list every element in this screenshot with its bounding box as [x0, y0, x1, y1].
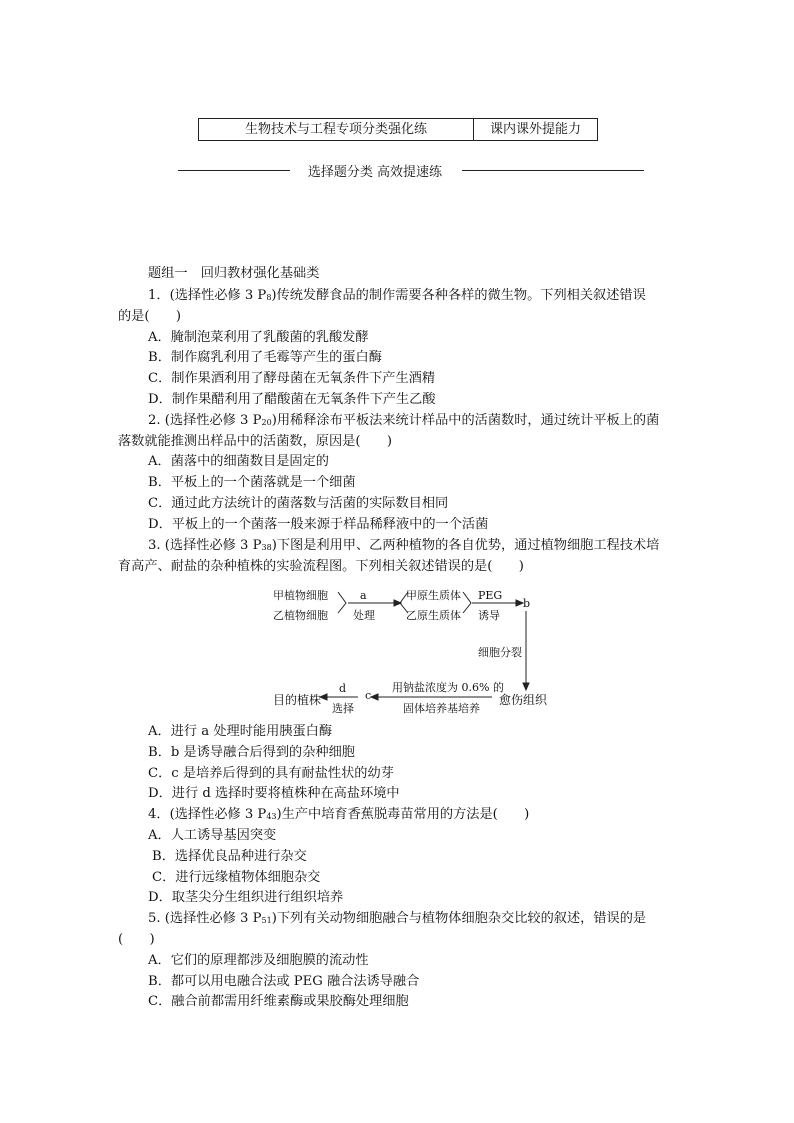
q4-option-c: C．进行远缘植物体细胞杂交	[152, 870, 321, 885]
diagram-cell-division: 细胞分裂	[478, 646, 522, 659]
question-3: 3. (选择性必修 3 $P_{38}$)下图是利用甲、乙两种植物的各自优势，通过植物细胞工程技术培	[148, 538, 660, 553]
q3-option-c: C．c 是培养后得到的具有耐盐性状的幼芽	[148, 766, 394, 781]
question-5-cont: ( )	[118, 932, 155, 947]
q1-option-b: B．制作腐乳利用了毛霉等产生的蛋白酶	[148, 350, 382, 365]
diagram-protoplast-a: 甲原生质体	[406, 589, 461, 602]
diagram-callus: 愈伤组织	[499, 693, 548, 707]
diagram-treat: 处理	[353, 609, 375, 622]
q5-option-b: B．都可以用电融合法或 PEG 融合法诱导融合	[148, 974, 420, 989]
q2-option-c: C．通过此方法统计的菌落数与活菌的实际数目相同	[148, 496, 449, 511]
diagram-target-plant: 目的植株	[273, 693, 322, 707]
diagram-protoplast-b: 乙原生质体	[406, 609, 461, 622]
question-5: 5. (选择性必修 3 $P_{51}$)下列有关动物细胞融合与植物体细胞杂交比较的叙述，错误的是	[148, 911, 647, 926]
question-2: 2. (选择性必修 3 $P_{20}$)用稀释涂布平板法来统计样品中的活菌数时，通过统计平板上的菌	[148, 413, 660, 428]
diagram-label-a: a	[360, 589, 367, 602]
section-title: 选择题分类 高效提速练	[307, 165, 443, 180]
question-3-cont: 育高产、耐盐的杂种植株的实验流程图。下列相关叙述错误的是( )	[118, 559, 524, 574]
q2-option-b: B．平板上的一个菌落就是一个细菌	[148, 475, 356, 490]
header-box	[198, 118, 598, 141]
diagram-induce: 诱导	[478, 609, 500, 622]
q3-option-b: B．b 是诱导融合后得到的杂种细胞	[148, 745, 355, 760]
question-1: 1．(选择性必修 3 $P_8$)传统发酵食品的制作需要各种各样的微生物。下列相关叙述错误	[148, 288, 646, 303]
q4-option-a: A．人工诱导基因突变	[148, 828, 277, 843]
q1-option-c: C．制作果酒利用了酵母菌在无氧条件下产生酒精	[148, 371, 436, 386]
q1-option-a: A．腌制泡菜利用了乳酸菌的乳酸发酵	[148, 330, 369, 345]
diagram-plant-b: 乙植物细胞	[273, 609, 328, 622]
question-4: 4．(选择性必修 3 $P_{43}$)生产中培育香蕉脱毒苗常用的方法是( )	[148, 807, 530, 822]
q5-option-a: A．它们的原理都涉及细胞膜的流动性	[148, 953, 369, 968]
q3-option-a: A．进行 a 处理时能用胰蛋白酶	[148, 724, 333, 739]
question-1-cont: 的是( )	[118, 309, 182, 324]
question-2-cont: 落数就能推测出样品中的活菌数，原因是( )	[118, 434, 393, 449]
diagram-label-c: c	[365, 689, 372, 702]
diagram-select: 选择	[332, 702, 354, 715]
diagram-plant-a: 甲植物细胞	[273, 589, 328, 602]
header-subtitle: 课内课外提能力	[489, 122, 581, 137]
section-rule-right	[462, 170, 644, 171]
q3-option-d: D．进行 d 选择时要将植株种在高盐环境中	[148, 786, 400, 801]
diagram-label-d: d	[339, 682, 347, 695]
q1-option-d: D．制作果醋利用了醋酸菌在无氧条件下产生乙酸	[148, 392, 436, 407]
q4-option-d: D．取茎尖分生组织进行组织培养	[148, 890, 344, 905]
q4-option-b: B．选择优良品种进行杂交	[152, 849, 307, 864]
q2-option-a: A．菌落中的细菌数目是固定的	[148, 454, 329, 469]
diagram-medium-2: 固体培养基培养	[403, 702, 480, 715]
group-title: 题组一 回归教材强化基础类	[148, 266, 320, 281]
header-title: 生物技术与工程专项分类强化练	[199, 119, 474, 140]
diagram-peg: PEG	[478, 589, 503, 602]
q2-option-d: D．平板上的一个菌落一般来源于样品稀释液中的一个活菌	[148, 517, 489, 532]
diagram-medium-1: 用钠盐浓度为 0.6% 的	[392, 681, 504, 694]
section-rule-left	[178, 170, 290, 171]
q5-option-c: C．融合前都需用纤维素酶或果胶酶处理细胞	[148, 994, 409, 1009]
diagram-label-b: b	[523, 597, 531, 610]
